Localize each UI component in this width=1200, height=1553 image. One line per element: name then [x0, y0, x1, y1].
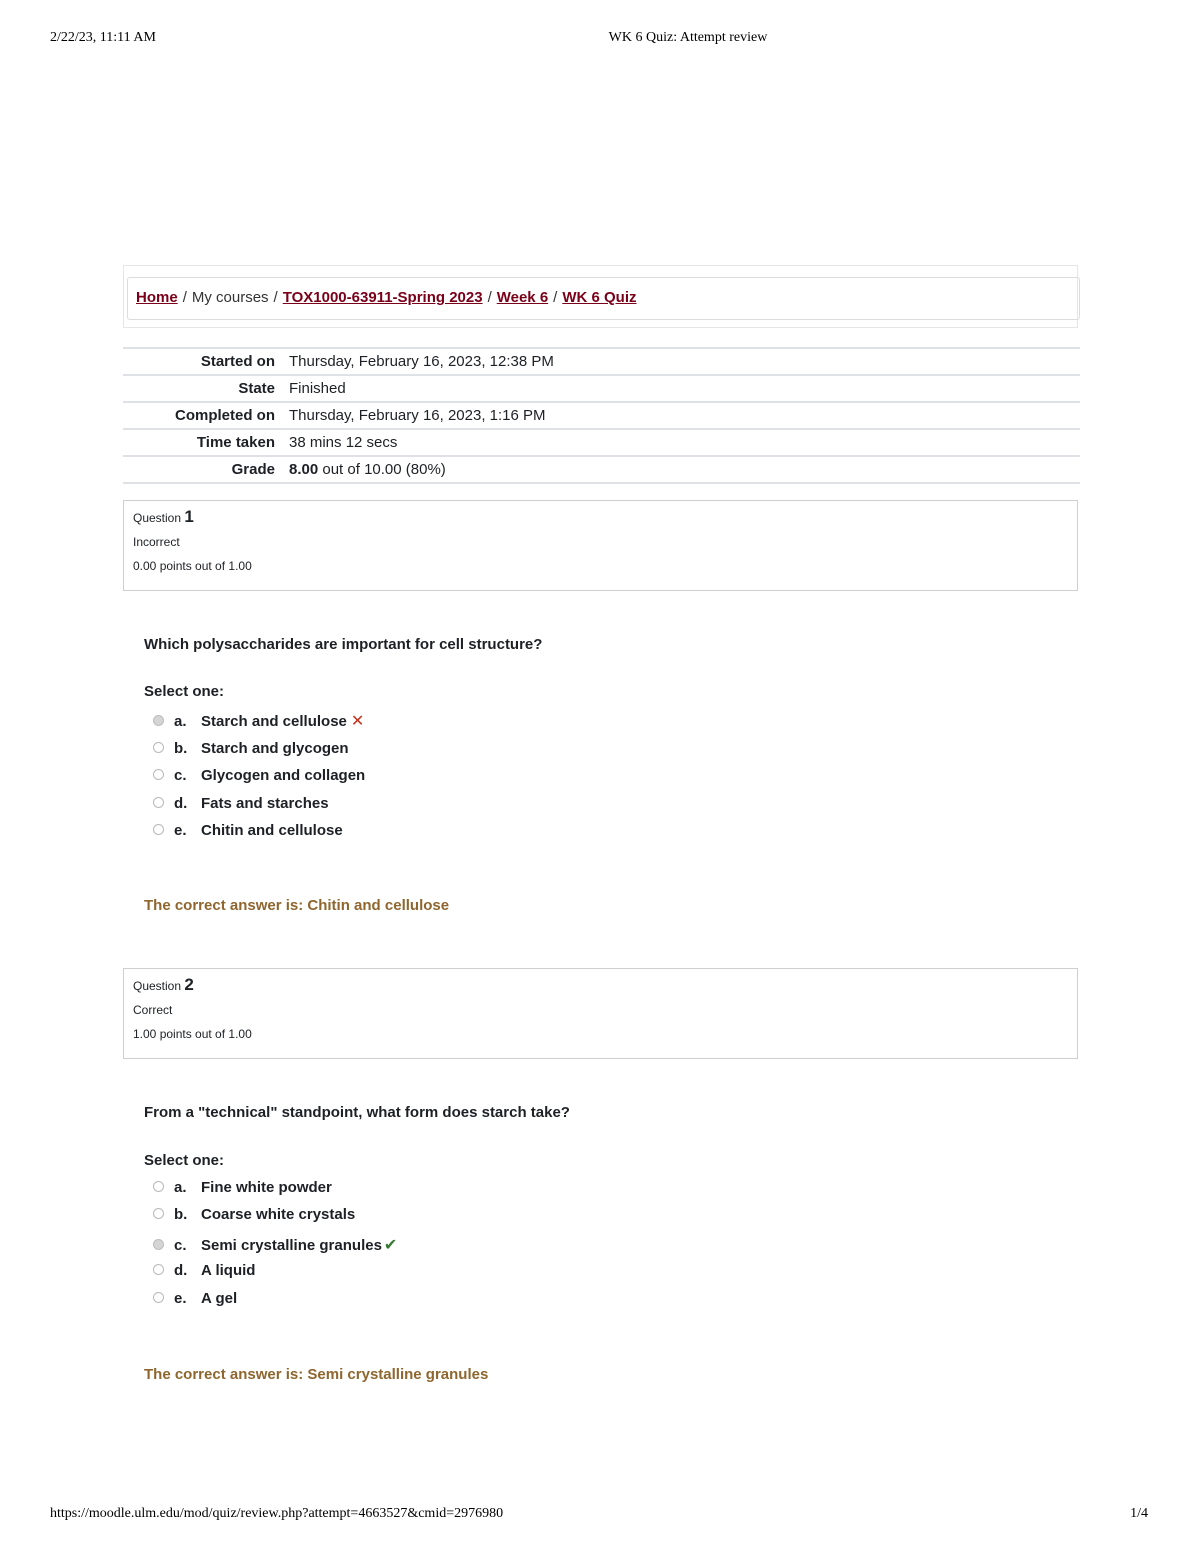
- radio-button-selected[interactable]: [153, 1239, 164, 1250]
- answer-letter: a.: [174, 1179, 187, 1196]
- breadcrumb-week-link[interactable]: Week 6: [496, 289, 549, 306]
- summary-label: Completed on: [123, 402, 289, 429]
- question-number-value: 1: [184, 507, 194, 526]
- answer-letter: e.: [174, 1290, 187, 1307]
- summary-value: Thursday, February 16, 2023, 12:38 PM: [289, 348, 1080, 375]
- radio-button-selected[interactable]: [153, 715, 164, 726]
- question-info-1: [123, 500, 1078, 591]
- correct-answer-feedback: The correct answer is: Chitin and cellulose: [144, 897, 450, 914]
- attempt-summary-table: [123, 347, 1080, 484]
- correct-check-icon: ✔: [383, 1237, 398, 1254]
- answer-option[interactable]: [153, 1235, 397, 1255]
- summary-value: [289, 456, 1080, 483]
- question-number-value: 2: [184, 975, 194, 994]
- question-label: Question: [133, 511, 182, 525]
- breadcrumb: [127, 277, 1080, 320]
- print-footer: [0, 1506, 1200, 1526]
- answer-letter: b.: [174, 740, 188, 757]
- answer-letter: c.: [174, 1237, 187, 1254]
- summary-label: Started on: [123, 348, 289, 375]
- correct-answer-feedback: The correct answer is: Semi crystalline granules: [144, 1366, 489, 1383]
- answer-option[interactable]: [153, 767, 365, 787]
- radio-button[interactable]: [153, 1264, 164, 1275]
- summary-label: State: [123, 375, 289, 402]
- question-info-2: [123, 968, 1078, 1059]
- print-page-number: 1/4: [1130, 1506, 1148, 1521]
- answer-option[interactable]: [153, 822, 343, 842]
- breadcrumb-separator: /: [273, 289, 278, 306]
- answer-text: Chitin and cellulose: [201, 822, 343, 839]
- answer-text: Starch and cellulose: [201, 713, 347, 730]
- summary-value: 38 mins 12 secs: [289, 429, 1080, 456]
- print-url: https://moodle.ulm.edu/mod/quiz/review.php?attempt=4663527&cmid=2976980: [50, 1506, 504, 1521]
- answer-text: Fine white powder: [201, 1179, 332, 1196]
- summary-row-completed: [123, 402, 1080, 429]
- question-status: Correct: [133, 1003, 173, 1017]
- grade-total: out of 10.00 (80%): [318, 461, 446, 478]
- select-one-prompt: Select one:: [144, 683, 225, 700]
- question-points: 1.00 points out of 1.00: [133, 1027, 252, 1041]
- radio-button[interactable]: [153, 824, 164, 835]
- answer-option[interactable]: [153, 1262, 255, 1282]
- question-points: 0.00 points out of 1.00: [133, 559, 252, 573]
- answer-letter: b.: [174, 1206, 188, 1223]
- question-text: Which polysaccharides are important for cell structure?: [144, 636, 543, 653]
- answer-option[interactable]: [153, 711, 364, 731]
- question-label: Question: [133, 979, 182, 993]
- incorrect-icon: ✕: [350, 713, 365, 730]
- answer-text: Glycogen and collagen: [201, 767, 366, 784]
- answer-letter: e.: [174, 822, 187, 839]
- radio-button[interactable]: [153, 797, 164, 808]
- answer-text: Semi crystalline granules: [201, 1237, 382, 1254]
- answer-letter: d.: [174, 1262, 188, 1279]
- answer-text: A liquid: [201, 1262, 256, 1279]
- summary-row-time-taken: [123, 429, 1080, 456]
- summary-value: Thursday, February 16, 2023, 1:16 PM: [289, 402, 1080, 429]
- radio-button[interactable]: [153, 1181, 164, 1192]
- breadcrumb-my-courses: My courses: [191, 289, 269, 306]
- answer-letter: a.: [174, 713, 187, 730]
- answer-option[interactable]: [153, 740, 349, 760]
- summary-label: Time taken: [123, 429, 289, 456]
- answer-text: Fats and starches: [201, 795, 329, 812]
- breadcrumb-quiz-link[interactable]: WK 6 Quiz: [562, 289, 637, 306]
- answer-letter: d.: [174, 795, 188, 812]
- question-number: [133, 507, 1077, 527]
- summary-label: Grade: [123, 456, 289, 483]
- answer-option[interactable]: [153, 1179, 332, 1199]
- summary-row-grade: [123, 456, 1080, 483]
- radio-button[interactable]: [153, 769, 164, 780]
- grade-score: 8.00: [289, 461, 319, 478]
- question-text: From a "technical" standpoint, what form does starch take?: [144, 1104, 570, 1121]
- print-date: 2/22/23, 11:11 AM: [50, 30, 156, 45]
- breadcrumb-separator: /: [553, 289, 558, 306]
- question-number: [133, 975, 1077, 995]
- print-title: WK 6 Quiz: Attempt review: [608, 30, 768, 45]
- radio-button[interactable]: [153, 1292, 164, 1303]
- breadcrumb-home-link[interactable]: Home: [136, 289, 178, 306]
- answer-text: Starch and glycogen: [201, 740, 349, 757]
- radio-button[interactable]: [153, 1208, 164, 1219]
- answer-text: Coarse white crystals: [201, 1206, 356, 1223]
- print-header: [0, 30, 1200, 50]
- summary-row-state: [123, 375, 1080, 402]
- answer-option[interactable]: [153, 1290, 237, 1310]
- radio-button[interactable]: [153, 742, 164, 753]
- select-one-prompt: Select one:: [144, 1152, 225, 1169]
- question-status: Incorrect: [133, 535, 180, 549]
- breadcrumb-course-link[interactable]: TOX1000-63911-Spring 2023: [282, 289, 483, 306]
- answer-text: A gel: [201, 1290, 238, 1307]
- summary-value: Finished: [289, 375, 1080, 402]
- breadcrumb-separator: /: [182, 289, 187, 306]
- answer-option[interactable]: [153, 795, 329, 815]
- breadcrumb-separator: /: [487, 289, 492, 306]
- answer-letter: c.: [174, 767, 187, 784]
- answer-option[interactable]: [153, 1206, 355, 1226]
- summary-row-started: [123, 348, 1080, 375]
